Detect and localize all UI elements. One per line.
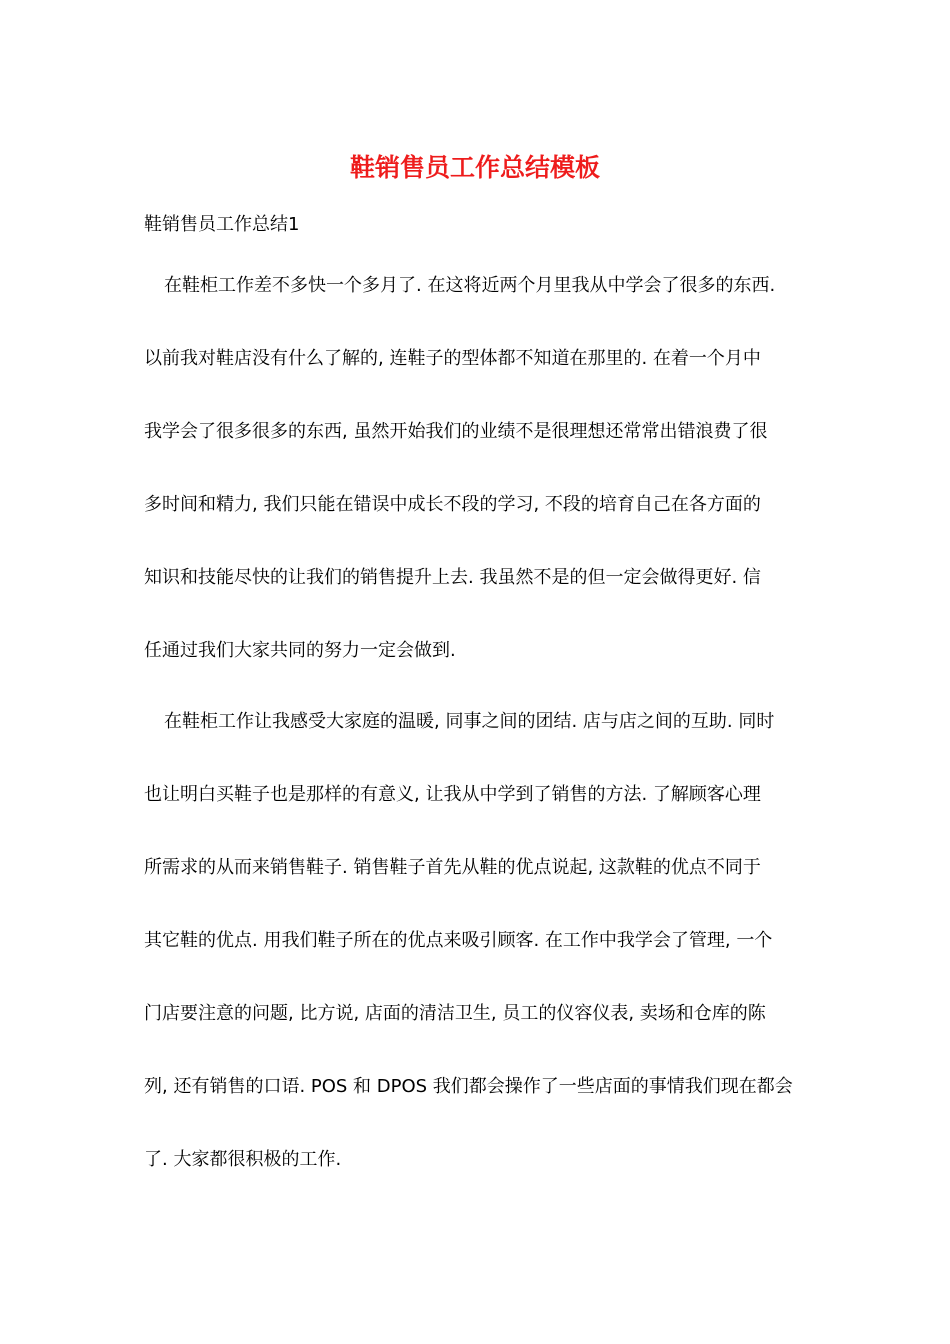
paragraph-line: 知识和技能尽快的让我们的销售提升上去. 我虽然不是的但一定会做得更好. 信 xyxy=(144,567,761,588)
paragraph-1 xyxy=(144,272,824,710)
paragraph-line: 在鞋柜工作差不多快一个多月了. 在这将近两个月里我从中学会了很多的东西. xyxy=(164,275,776,296)
paragraph-line: 也让明白买鞋子也是那样的有意义, 让我从中学到了销售的方法. 了解顾客心理 xyxy=(144,784,761,805)
paragraph-line: 其它鞋的优点. 用我们鞋子所在的优点来吸引顾客. 在工作中我学会了管理, 一个 xyxy=(144,930,773,951)
paragraph-2 xyxy=(144,708,824,1219)
paragraph-line: 所需求的从而来销售鞋子. 销售鞋子首先从鞋的优点说起, 这款鞋的优点不同于 xyxy=(144,857,761,878)
document-title: 鞋销售员工作总结模板 xyxy=(349,153,600,182)
paragraph-line: 以前我对鞋店没有什么了解的, 连鞋子的型体都不知道在那里的. 在着一个月中 xyxy=(144,348,761,369)
paragraph-line: 了. 大家都很积极的工作. xyxy=(144,1149,342,1170)
paragraph-line: 列, 还有销售的口语. POS 和 DPOS 我们都会操作了一些店面的事情我们现在都会 xyxy=(144,1076,793,1097)
paragraph-line: 多时间和精力, 我们只能在错误中成长不段的学习, 不段的培育自己在各方面的 xyxy=(144,494,761,515)
paragraph-line: 在鞋柜工作让我感受大家庭的温暖, 同事之间的团结. 店与店之间的互助. 同时 xyxy=(164,711,775,732)
paragraph-line: 任通过我们大家共同的努力一定会做到. xyxy=(144,640,456,661)
paragraph-line: 门店要注意的问题, 比方说, 店面的清洁卫生, 员工的仪容仪表, 卖场和仓库的陈 xyxy=(144,1003,766,1024)
paragraph-line: 我学会了很多很多的东西, 虽然开始我们的业绩不是很理想还常常出错浪费了很 xyxy=(144,421,768,442)
section-heading: 鞋销售员工作总结1 xyxy=(144,214,300,235)
